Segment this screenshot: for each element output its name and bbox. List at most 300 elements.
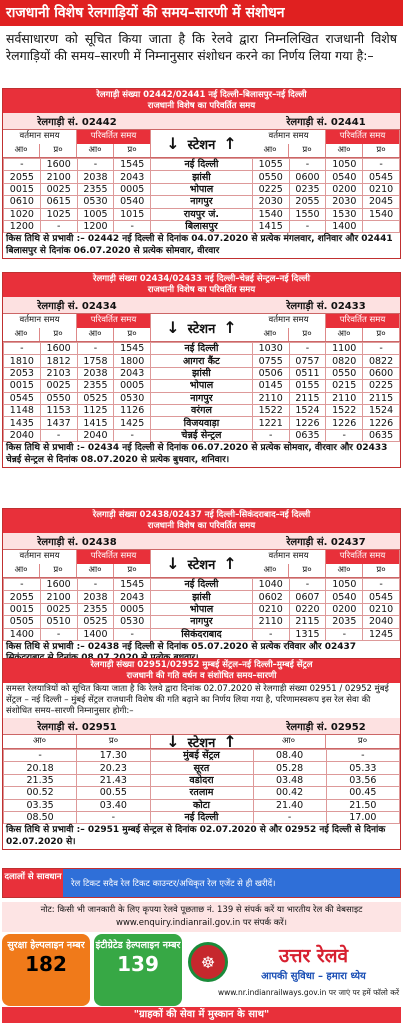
time-cell: 2110 xyxy=(252,392,289,404)
time-cell: - xyxy=(114,628,151,640)
column-header xyxy=(3,130,400,158)
time-cell: 2100 xyxy=(40,591,77,603)
time-cell: - xyxy=(252,429,289,441)
time-cell: 17.30 xyxy=(77,750,150,762)
time-cell: - xyxy=(4,159,41,171)
time-cell: 2055 xyxy=(4,591,41,603)
time-cell: 1055 xyxy=(252,159,289,171)
time-cell: 1524 xyxy=(289,404,326,416)
time-cell: 2055 xyxy=(4,171,41,183)
section-title xyxy=(3,89,400,113)
time-cell: 0015 xyxy=(4,603,41,615)
time-cell: 1522 xyxy=(326,404,363,416)
time-cell: 0215 xyxy=(326,380,363,392)
timetable-section xyxy=(2,508,401,667)
time-cell: 1020 xyxy=(4,208,41,220)
table-row xyxy=(4,367,400,379)
time-cell: 1025 xyxy=(40,208,77,220)
time-cell: 08.40 xyxy=(253,750,326,762)
railway-logo-icon: ☸ xyxy=(188,942,228,982)
time-cell: 1810 xyxy=(4,355,41,367)
time-cell: 0210 xyxy=(363,603,400,615)
time-cell: 1400 xyxy=(4,628,41,640)
up-arrow-icon: ↑ xyxy=(223,732,237,751)
station-label: स्टेशन xyxy=(187,321,216,337)
time-cell: 1226 xyxy=(289,417,326,429)
table-row xyxy=(4,417,400,429)
time-cell: 0822 xyxy=(363,355,400,367)
station-cell: झांसी xyxy=(151,367,253,379)
integrated-helpline-label: इंटीग्रेटेड हेल्पलाइन नम्बर xyxy=(95,940,181,951)
time-cell: 0210 xyxy=(363,183,400,195)
down-arrow-icon: ↓ xyxy=(166,134,180,153)
time-cell: - xyxy=(77,811,150,823)
current-time-head: वर्तमान समय xyxy=(3,130,77,144)
time-cell: 0005 xyxy=(114,603,151,615)
station-cell: नागपुर xyxy=(151,392,253,404)
table-row xyxy=(4,628,400,640)
table-row xyxy=(4,750,400,762)
revised-time-head: परिवर्तित समय xyxy=(77,130,151,144)
section-intro: समस्त रेलयात्रियों को सूचित किया जाता है कि रेलवे द्वारा दिनांक 02.07.2020 से रेलगाड़ी संख्या 02951 / 02952 मुंबई सेंट्रल – नई दिल्ली – मुंबई सेंट्रल राजधानी विशेष की गति बढ़ाने का निर्णय लिया गया है, परिणामस्वरूप इस रेल सेवा की संशोधित समय–सारणी निम्नानुसार होगी:– xyxy=(3,683,400,718)
time-cell: 21.43 xyxy=(77,774,150,786)
timetable xyxy=(3,578,400,641)
time-cell: 0540 xyxy=(114,196,151,208)
headline: राजधानी विशेष रेलगाड़ियों की समय–सारणी में संशोधन xyxy=(0,0,403,26)
up-arrow-icon: ↑ xyxy=(223,318,237,337)
station-cell: बिलासपुर xyxy=(151,220,253,232)
time-cell: 1126 xyxy=(114,404,151,416)
time-cell: 0530 xyxy=(114,616,151,628)
right-train-number xyxy=(252,114,400,128)
train-label: रेलगाड़ी सं. xyxy=(37,537,79,548)
timetable-section xyxy=(2,88,401,259)
time-cell: 0015 xyxy=(4,183,41,195)
time-cell: 1545 xyxy=(114,159,151,171)
brand-slogan: आपकी सुविधा – हमारा ध्येय xyxy=(261,971,366,982)
time-cell: 1415 xyxy=(77,417,114,429)
time-cell: 20.23 xyxy=(77,762,150,774)
station-cell: मुंबई सेंट्रल xyxy=(150,750,253,762)
time-cell: 0600 xyxy=(363,367,400,379)
time-cell: 0525 xyxy=(77,616,114,628)
up-arrow-icon: ↑ xyxy=(223,134,237,153)
security-helpline xyxy=(2,934,90,1006)
time-cell: 2038 xyxy=(77,171,114,183)
warning-tag: दलालों से सावधान xyxy=(3,869,63,897)
current-time-head: वर्तमान समय xyxy=(252,130,326,144)
time-cell: 2035 xyxy=(326,616,363,628)
time-cell: 2038 xyxy=(77,591,114,603)
time-cell: 0200 xyxy=(326,603,363,615)
time-cell: - xyxy=(77,343,114,355)
table-row xyxy=(4,171,400,183)
warning-text: रेल टिकट सदैव रेल टिकट काउन्टर/अधिकृत रेल एजेंट से ही खरीदें। xyxy=(63,869,400,897)
time-cell: 00.55 xyxy=(77,787,150,799)
station-cell: रायपुर जं. xyxy=(151,208,253,220)
time-cell: 0820 xyxy=(326,355,363,367)
arrival-head: आ० xyxy=(77,144,114,158)
table-row xyxy=(4,343,400,355)
left-train-number xyxy=(3,534,151,548)
time-cell: 0145 xyxy=(252,380,289,392)
time-cell: 0530 xyxy=(77,196,114,208)
departure-head: प्र० xyxy=(40,564,77,578)
brand-title: उत्तर रेलवे xyxy=(278,945,349,967)
section-subtitle: राजधानी विशेष का परिवर्तित समय xyxy=(147,285,256,295)
time-cell: 0015 xyxy=(4,380,41,392)
security-helpline-label: सुरक्षा हेल्पलाइन नम्बर xyxy=(7,940,85,951)
time-cell: 2110 xyxy=(326,392,363,404)
arrival-head: आ० xyxy=(326,564,363,578)
time-cell: - xyxy=(77,159,114,171)
time-cell: 0005 xyxy=(114,183,151,195)
column-header xyxy=(3,314,400,342)
time-cell: 1550 xyxy=(289,208,326,220)
station-col-head xyxy=(151,130,252,157)
time-cell: 1050 xyxy=(326,579,363,591)
time-cell: 0607 xyxy=(289,591,326,603)
revised-time-head: परिवर्तित समय xyxy=(326,550,400,564)
station-cell: चेन्नई सेन्ट्रल xyxy=(151,429,253,441)
time-cell: 2030 xyxy=(252,196,289,208)
time-cell: 0025 xyxy=(40,603,77,615)
time-cell: 2043 xyxy=(114,367,151,379)
time-cell: 2043 xyxy=(114,171,151,183)
timetable-section xyxy=(2,272,401,468)
time-cell: 1540 xyxy=(363,208,400,220)
left-train-number xyxy=(3,719,151,733)
time-cell: 0602 xyxy=(252,591,289,603)
time-cell: 1435 xyxy=(4,417,41,429)
time-cell: 1530 xyxy=(326,208,363,220)
table-row xyxy=(4,355,400,367)
time-cell: 1221 xyxy=(252,417,289,429)
section-title-text: रेलगाड़ी संख्या 02442/02441 नई दिल्ली–बिलासपुर–नई दिल्ली xyxy=(96,90,307,100)
time-cell: 0005 xyxy=(114,380,151,392)
time-cell: 1812 xyxy=(40,355,77,367)
station-cell: झांसी xyxy=(151,591,253,603)
time-cell: 0550 xyxy=(40,392,77,404)
time-cell: 0235 xyxy=(289,183,326,195)
time-cell: 2040 xyxy=(4,429,41,441)
current-time-head: वर्तमान समय xyxy=(252,314,326,328)
timetable xyxy=(3,749,400,824)
arrival-head: आ० xyxy=(3,735,77,748)
time-cell: 0635 xyxy=(363,429,400,441)
station-cell: नई दिल्ली xyxy=(151,579,253,591)
time-cell: - xyxy=(363,343,400,355)
time-cell: 1315 xyxy=(289,628,326,640)
station-cell: झांसी xyxy=(151,171,253,183)
time-cell: 1400 xyxy=(77,628,114,640)
departure-head: प्र० xyxy=(289,328,326,342)
arrival-head: आ० xyxy=(252,328,289,342)
station-cell: नई दिल्ली xyxy=(151,159,253,171)
time-cell: 0225 xyxy=(363,380,400,392)
table-row xyxy=(4,774,400,786)
time-cell: - xyxy=(77,579,114,591)
right-train-number xyxy=(252,534,400,548)
arrival-head: आ० xyxy=(252,735,326,748)
brand-links xyxy=(218,988,399,998)
time-cell: 0540 xyxy=(326,591,363,603)
time-cell: 1600 xyxy=(40,579,77,591)
section-subtitle: राजधानी विशेष का परिवर्तित समय xyxy=(147,521,256,531)
time-cell: 03.40 xyxy=(77,799,150,811)
effective-date-note: किस तिथि से प्रभावी :– 02442 नई दिल्ली से दिनांक 04.07.2020 से प्रत्येक मंगलवार, शनिवार और 02441 बिलासपुर से दिनांक 06.07.2020 से प्रत्येक सोमवार, वीरवार xyxy=(3,233,400,258)
arrival-head: आ० xyxy=(252,144,289,158)
enquiry-note: नोट: किसी भी जानकारी के लिए कृपया रेलवे पूछताछ नं. 139 से संपर्क करें या भारतीय रेल की वेबसाइट www.enquiry.indianrail.gov.in पर संपर्क करें। xyxy=(2,902,401,932)
time-cell: 08.50 xyxy=(4,811,77,823)
time-cell: 2030 xyxy=(326,196,363,208)
departure-head: प्र० xyxy=(77,735,151,748)
time-cell: 0511 xyxy=(289,367,326,379)
time-cell: 0225 xyxy=(252,183,289,195)
section-title-text: रेलगाड़ी संख्या 02951/02952 मुम्बई सेंट्रल–नई दिल्ली–मुम्बई सेंट्रल xyxy=(90,660,313,670)
time-cell: 1540 xyxy=(252,208,289,220)
table-row xyxy=(4,208,400,220)
time-cell: 1800 xyxy=(114,355,151,367)
time-cell: 2355 xyxy=(77,603,114,615)
train-label: रेलगाड़ी सं. xyxy=(37,301,79,312)
footer-slogan: "ग्राहकों की सेवा में मुस्कान के साथ" xyxy=(2,1007,401,1023)
time-cell: 2043 xyxy=(114,591,151,603)
left-train-number xyxy=(3,298,151,312)
time-cell: 00.42 xyxy=(253,787,326,799)
revised-time-head: परिवर्तित समय xyxy=(77,314,151,328)
integrated-helpline xyxy=(94,934,182,1006)
time-cell: 0505 xyxy=(4,616,41,628)
time-cell: 1226 xyxy=(363,417,400,429)
arrival-head: आ० xyxy=(3,144,40,158)
time-cell: - xyxy=(363,159,400,171)
station-cell: वरंगल xyxy=(151,404,253,416)
time-cell: - xyxy=(289,579,326,591)
timetable xyxy=(3,158,400,233)
effective-date-note: किस तिथि से प्रभावी :– 02438 नई दिल्ली से दिनांक 05.07.2020 से प्रत्येक रविवार और 02437 xyxy=(3,641,400,666)
time-cell: 1100 xyxy=(326,343,363,355)
current-time-head: वर्तमान समय xyxy=(3,314,77,328)
table-row xyxy=(4,762,400,774)
left-train-number xyxy=(3,114,151,128)
train-number: 02438 xyxy=(81,537,117,548)
time-cell: 0540 xyxy=(326,171,363,183)
train-number: 02441 xyxy=(330,117,366,128)
time-cell: 0550 xyxy=(326,367,363,379)
table-row xyxy=(4,183,400,195)
time-cell: 21.35 xyxy=(4,774,77,786)
time-cell: - xyxy=(40,220,77,232)
time-cell: - xyxy=(289,159,326,171)
table-row xyxy=(4,787,400,799)
station-cell: सिकंदराबाद xyxy=(151,628,253,640)
train-number-row xyxy=(3,533,400,550)
column-header xyxy=(3,732,400,751)
current-time-head: वर्तमान समय xyxy=(3,550,77,564)
time-cell: 1050 xyxy=(326,159,363,171)
station-cell: विजयवाड़ा xyxy=(151,417,253,429)
train-label: रेलगाड़ी सं. xyxy=(286,301,328,312)
train-number: 02433 xyxy=(330,301,366,312)
departure-head: प्र० xyxy=(114,144,151,158)
station-cell: रतलाम xyxy=(150,787,253,799)
time-cell: 05.33 xyxy=(326,762,399,774)
time-cell: 03.48 xyxy=(253,774,326,786)
time-cell: - xyxy=(289,220,326,232)
time-cell: 1415 xyxy=(252,220,289,232)
time-cell: 0530 xyxy=(114,392,151,404)
section-title-text: रेलगाड़ी संख्या 02438/02437 नई दिल्ली–सिकंदराबाद–नई दिल्ली xyxy=(92,510,311,520)
section-title xyxy=(3,273,400,297)
station-cell: भोपाल xyxy=(151,183,253,195)
time-cell: - xyxy=(326,750,399,762)
time-cell: 0615 xyxy=(40,196,77,208)
station-cell: सूरत xyxy=(150,762,253,774)
revised-time-head: परिवर्तित समय xyxy=(326,314,400,328)
down-arrow-icon: ↓ xyxy=(166,554,180,573)
timetable xyxy=(3,342,400,442)
time-cell: 0525 xyxy=(77,392,114,404)
departure-head: प्र० xyxy=(363,564,400,578)
arrival-head: आ० xyxy=(77,328,114,342)
time-cell: - xyxy=(252,628,289,640)
time-cell: - xyxy=(289,343,326,355)
time-cell: 2100 xyxy=(40,171,77,183)
table-row xyxy=(4,159,400,171)
table-row xyxy=(4,603,400,615)
table-row xyxy=(4,579,400,591)
footer-area xyxy=(2,934,401,1006)
time-cell: 0025 xyxy=(40,380,77,392)
social-follow: पर हमें फॉलो करें xyxy=(352,988,400,997)
departure-head: प्र० xyxy=(326,735,400,748)
departure-head: प्र० xyxy=(289,564,326,578)
time-cell: 2115 xyxy=(289,616,326,628)
arrival-head: आ० xyxy=(326,328,363,342)
section-subtitle: राजधानी की गति वर्धन व संशोधित समय–सारणी xyxy=(126,671,277,681)
time-cell: 2040 xyxy=(363,616,400,628)
arrival-head: आ० xyxy=(3,328,40,342)
time-cell: - xyxy=(40,628,77,640)
departure-head: प्र० xyxy=(363,144,400,158)
down-arrow-icon: ↓ xyxy=(166,318,180,337)
train-label: रेलगाड़ी सं. xyxy=(37,117,79,128)
station-cell: कोटा xyxy=(150,799,253,811)
station-cell: नई दिल्ली xyxy=(150,811,253,823)
time-cell: 1200 xyxy=(4,220,41,232)
time-cell: 1437 xyxy=(40,417,77,429)
train-number: 02434 xyxy=(81,301,117,312)
intro-text: सर्वसाधारण को सूचित किया जाता है कि रेलवे द्वारा निम्नलिखित राजधानी विशेष रेलगाड़ियों की समय–सारणी में निम्नानुसार संशोधन करने का निर्णय लिया गया है:– xyxy=(6,31,397,63)
time-cell: 21.40 xyxy=(253,799,326,811)
time-cell: 0210 xyxy=(252,603,289,615)
table-row xyxy=(4,811,400,823)
time-cell: 1030 xyxy=(252,343,289,355)
table-row xyxy=(4,404,400,416)
section-subtitle: राजधानी विशेष का परिवर्तित समय xyxy=(147,101,256,111)
time-cell: - xyxy=(114,429,151,441)
arrival-head: आ० xyxy=(77,564,114,578)
table-row xyxy=(4,591,400,603)
station-col-head xyxy=(151,314,252,341)
time-cell: 0155 xyxy=(289,380,326,392)
time-cell: 1040 xyxy=(252,579,289,591)
time-cell: - xyxy=(4,750,77,762)
station-label: स्टेशन xyxy=(187,735,216,751)
time-cell: 1005 xyxy=(77,208,114,220)
station-label: स्टेशन xyxy=(187,557,216,573)
arrival-head: आ० xyxy=(252,564,289,578)
train-number: 02437 xyxy=(330,537,366,548)
time-cell: - xyxy=(253,811,326,823)
time-cell: - xyxy=(114,220,151,232)
departure-head: प्र० xyxy=(40,328,77,342)
time-cell: 2355 xyxy=(77,183,114,195)
website-link[interactable]: www.nr.indianrailways.gov.in पर जाएं xyxy=(217,988,351,997)
station-cell: भोपाल xyxy=(151,603,253,615)
train-number-row xyxy=(3,297,400,314)
station-cell: नई दिल्ली xyxy=(151,343,253,355)
time-cell: 1015 xyxy=(114,208,151,220)
time-cell: 1148 xyxy=(4,404,41,416)
time-cell: - xyxy=(363,579,400,591)
time-cell: - xyxy=(4,343,41,355)
departure-head: प्र० xyxy=(40,144,77,158)
time-cell: 03.35 xyxy=(4,799,77,811)
time-cell: 1545 xyxy=(114,579,151,591)
time-cell: 0610 xyxy=(4,196,41,208)
warning-banner xyxy=(2,868,401,898)
time-cell: 03.56 xyxy=(326,774,399,786)
time-cell: 0025 xyxy=(40,183,77,195)
train-number: 02952 xyxy=(330,722,366,733)
time-cell: 2115 xyxy=(289,392,326,404)
time-cell: 2103 xyxy=(40,367,77,379)
time-cell: 0755 xyxy=(252,355,289,367)
departure-head: प्र० xyxy=(114,328,151,342)
station-label: स्टेशन xyxy=(187,137,216,153)
time-cell: 1522 xyxy=(252,404,289,416)
train-number: 02951 xyxy=(81,722,117,733)
station-cell: भोपाल xyxy=(151,380,253,392)
time-cell: 1425 xyxy=(114,417,151,429)
time-cell xyxy=(363,220,400,232)
time-cell: - xyxy=(40,429,77,441)
table-row xyxy=(4,220,400,232)
time-cell: 2045 xyxy=(363,196,400,208)
station-col-head xyxy=(151,550,252,577)
station-cell: नागपुर xyxy=(151,196,253,208)
time-cell: 1600 xyxy=(40,343,77,355)
time-cell: 2040 xyxy=(77,429,114,441)
table-row xyxy=(4,799,400,811)
station-cell: वडोदरा xyxy=(150,774,253,786)
time-cell: 2110 xyxy=(252,616,289,628)
train-label: रेलगाड़ी सं. xyxy=(37,722,79,733)
table-row xyxy=(4,380,400,392)
section-title xyxy=(3,509,400,533)
table-row xyxy=(4,196,400,208)
section-title-text: रेलगाड़ी संख्या 02434/02433 नई दिल्ली–चेन्नई सेन्ट्रल–नई दिल्ली xyxy=(92,274,311,284)
time-cell: 1125 xyxy=(77,404,114,416)
time-cell: 00.45 xyxy=(326,787,399,799)
down-arrow-icon: ↓ xyxy=(166,732,180,751)
time-cell: 1758 xyxy=(77,355,114,367)
column-header xyxy=(3,550,400,578)
time-cell: 1600 xyxy=(40,159,77,171)
time-cell: - xyxy=(326,429,363,441)
